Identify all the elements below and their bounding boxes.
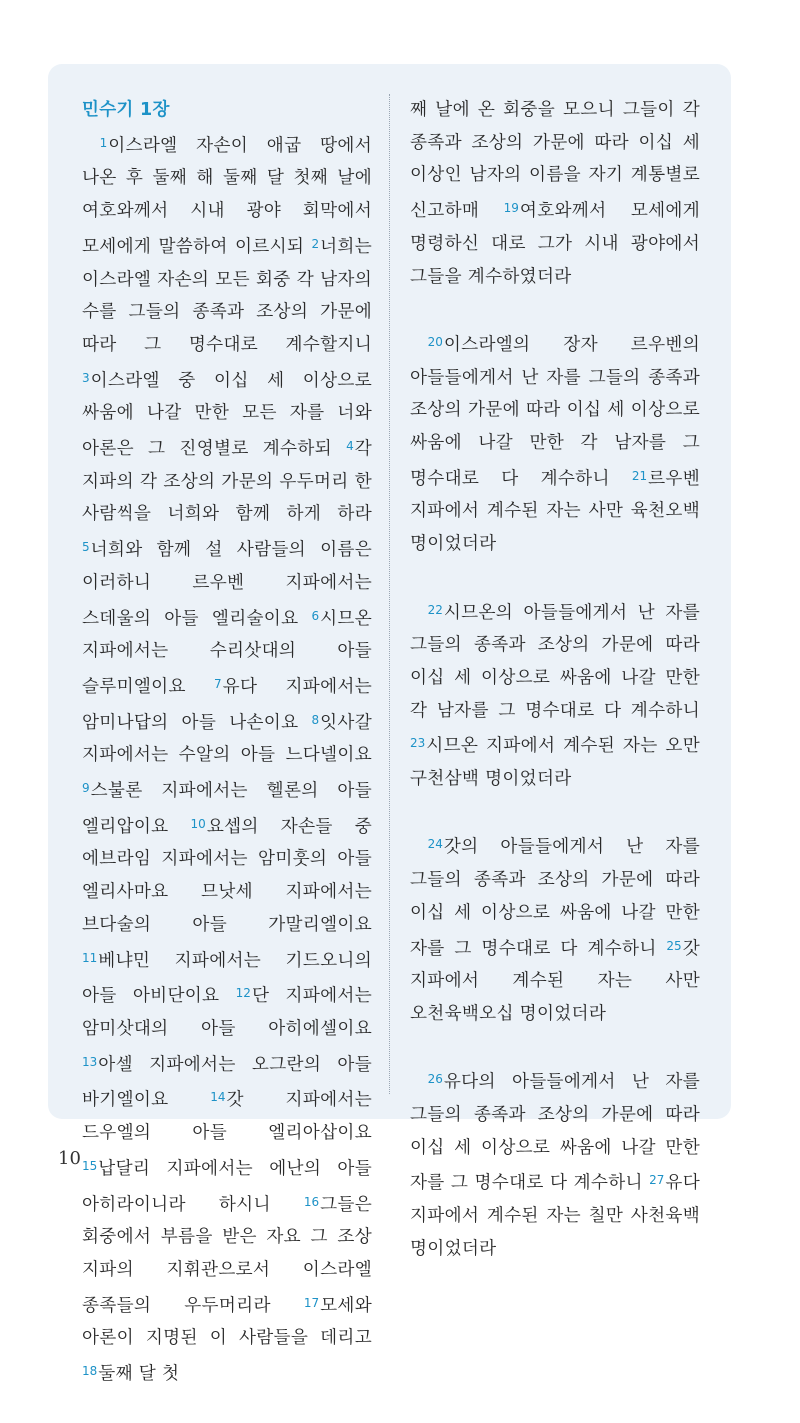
- verse-text: 이스라엘의 장자 르우벤의 아들들에게서 난 자를 그들의 종족과 조상의 가문에 따라 이십 세 이상으로 싸움에 나갈 만한 각 남자를 그 명수대로 다 계수하니: [410, 334, 700, 489]
- verse-text: 너희와 함께 설 사람들의 이름은 이러하니 르우벤 지파에서는 스데울의 아들 엘리술이요: [82, 540, 372, 629]
- verse-number: 14: [210, 1090, 226, 1105]
- verse-text: 너희는 이스라엘 자손의 모든 회중 각 남자의 수를 그들의 종족과 조상의 가문에 따라 그 명수대로 계수할지니: [82, 236, 372, 355]
- verse-text: 요셉의 자손들 중 에브라임 지파에서는 암미훗의 아들 엘리사마요 므낫세 지파에서는 브다술의 아들 가말리엘이요: [82, 816, 373, 935]
- verse-text: 둘째 달 첫: [98, 1364, 180, 1385]
- verse-number: 5: [82, 540, 90, 555]
- verse-text: 째 날에 온 회중을 모으니 그들이 각 종족과 조상의 가문에 따라 이십 세 이상인 남자의 이름을 자기 계통별로 신고하매: [410, 100, 700, 222]
- verse-number: 23: [410, 736, 426, 751]
- verse-number: 11: [82, 950, 98, 965]
- scripture-paragraph: [410, 1063, 700, 1265]
- verse-number: 6: [311, 608, 320, 623]
- verse-number: 4: [346, 439, 354, 454]
- verse-text: 잇사갈 지파에서는 수알의 아들 느다넬이요: [82, 712, 372, 766]
- scripture-paragraph: [82, 127, 372, 1391]
- verse-number: 24: [427, 837, 443, 852]
- scripture-paragraph: [410, 326, 700, 561]
- scripture-panel: [48, 64, 731, 1385]
- verse-text: 르우벤 지파에서 계수된 자는 사만 육천오백 명이었더라: [410, 468, 700, 555]
- scripture-paragraph: [410, 94, 700, 293]
- verse-text: 시므온 지파에서는 수리삿대의 아들 슬루미엘이요: [82, 608, 372, 697]
- verse-number: 9: [82, 781, 90, 796]
- verse-text: 납달리 지파에서는 에난의 아들 아히라이니라 하시니: [82, 1158, 372, 1215]
- verse-text: 유다 지파에서 계수된 자는 칠만 사천육백 명이었더라: [410, 1173, 700, 1259]
- verse-text: 이스라엘 자손이 애굽 땅에서 나온 후 둘째 해 둘째 달 첫째 날에 여호와께서 시내 광야 회막에서 모세에게 말씀하여 이르시되: [82, 135, 372, 257]
- right-column: [410, 94, 700, 1298]
- verse-number: 2: [311, 236, 320, 251]
- verse-number: 21: [631, 468, 648, 483]
- verse-text: 모세와 아론이 지명된 이 사람들을 데리고: [82, 1295, 372, 1349]
- verse-text: 유다의 아들들에게서 난 자를 그들의 종족과 조상의 가문에 따라 이십 세 이상으로 싸움에 나갈 만한 자를 그 명수대로 다 계수하니: [410, 1072, 700, 1194]
- verse-text: 베냐민 지파에서는 기드오니의 아들 아비단이요: [82, 950, 372, 1007]
- verse-text: 갓 지파에서 계수된 자는 사만 오천육백오십 명이었더라: [410, 938, 700, 1024]
- left-column-body: [82, 127, 372, 1391]
- verse-text: 단 지파에서는 암미삿대의 아들 아히에셀이요: [82, 986, 372, 1039]
- verse-number: 7: [214, 676, 222, 691]
- verse-number: 13: [82, 1054, 98, 1069]
- verse-number: 12: [235, 986, 251, 1001]
- verse-number: 22: [427, 602, 443, 617]
- page-number: 10: [58, 1148, 81, 1169]
- verse-number: 16: [303, 1194, 320, 1209]
- right-column-body: [410, 94, 700, 1266]
- verse-number: 8: [311, 712, 320, 727]
- verse-text: 갓의 아들들에게서 난 자를 그들의 종족과 조상의 가문에 따라 이십 세 이상으로 싸움에 나갈 만한 자를 그 명수대로 다 계수하니: [410, 837, 700, 959]
- verse-text: 스불론 지파에서는 헬론의 아들 엘리압이요: [82, 781, 372, 837]
- verse-text: 갓 지파에서는 드우엘의 아들 엘리아삽이요: [82, 1090, 373, 1144]
- verse-number: 1: [99, 135, 108, 150]
- chapter-title: 민수기 1장: [82, 100, 170, 120]
- verse-text: 시므온의 아들들에게서 난 자를 그들의 종족과 조상의 가문에 따라 이십 세 이상으로 싸움에 나갈 만한 각 남자를 그 명수대로 다 계수하니: [410, 602, 700, 721]
- verse-text: 아셀 지파에서는 오그란의 아들 바기엘이요: [82, 1054, 372, 1111]
- verse-number: 25: [666, 938, 682, 953]
- scripture-paragraph: [410, 828, 700, 1030]
- verse-text: 여호와께서 모세에게 명령하신 대로 그가 시내 광야에서 그들을 계수하였더라: [410, 201, 700, 287]
- verse-number: 27: [649, 1173, 665, 1188]
- verse-text: 그들은 회중에서 부름을 받은 자요 그 조상 지파의 지휘관으로서 이스라엘 종족들의 우두머리라: [82, 1194, 372, 1316]
- verse-text: 각 지파의 각 조상의 가문의 우두머리 한 사람씩을 너희와 함께 하게 하라: [82, 439, 372, 525]
- verse-number: 18: [82, 1364, 98, 1379]
- verse-number: 20: [427, 334, 443, 349]
- verse-text: 유다 지파에서는 암미나답의 아들 나손이요: [82, 676, 372, 733]
- verse-number: 15: [82, 1158, 98, 1173]
- verse-number: 17: [303, 1295, 320, 1310]
- verse-number: 3: [82, 370, 90, 385]
- verse-number: 19: [503, 201, 519, 216]
- verse-text: 이스라엘 중 이십 세 이상으로 싸움에 나갈 만한 모든 자를 너와 아론은 그 진영별로 계수하되: [82, 370, 372, 460]
- scripture-paragraph: [410, 594, 700, 796]
- verse-number: 26: [427, 1072, 443, 1087]
- left-column: [82, 94, 372, 1423]
- column-divider: [389, 94, 390, 1094]
- verse-text: 시므온 지파에서 계수된 자는 오만 구천삼백 명이었더라: [410, 736, 700, 790]
- verse-number: 10: [190, 816, 206, 831]
